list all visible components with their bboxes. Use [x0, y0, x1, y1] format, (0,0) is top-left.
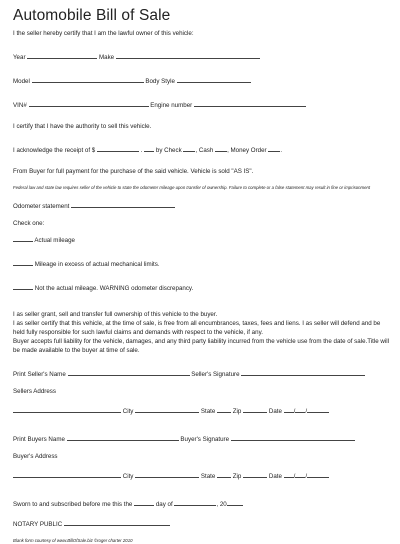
seller-name-field[interactable]: [68, 368, 190, 376]
buyer-state-field[interactable]: [217, 470, 231, 478]
buyer-signature-label: Buyer's Signature: [180, 435, 230, 443]
body-style-field[interactable]: [177, 75, 251, 83]
option-excess-label: Mileage in excess of actual mechanical limits.: [34, 260, 160, 268]
money-order-field[interactable]: [268, 144, 283, 154]
seller-date-day[interactable]: [295, 405, 308, 415]
notary-label: NOTARY PUBLIC: [13, 520, 63, 528]
year-label: Year: [13, 54, 26, 61]
make-field[interactable]: [116, 51, 260, 59]
sworn-day-of-label: day of: [155, 500, 173, 508]
authority-text: I certify that I have the authority to sell this vehicle.: [13, 123, 152, 130]
buyer-city-field[interactable]: [135, 470, 199, 478]
odometer-row: [13, 200, 390, 211]
vin-field[interactable]: [29, 99, 149, 107]
option-excess-field[interactable]: [13, 258, 33, 266]
buyer-address-row: [13, 470, 390, 481]
seller-street-field[interactable]: [13, 405, 121, 413]
option-not-actual-label: Not the actual mileage. WARNING odometer discrepancy.: [34, 284, 194, 292]
by-check-label: by Check: [155, 147, 182, 154]
cash-field[interactable]: [215, 144, 227, 152]
receipt-row: I acknowledge the receipt of $ . by Check , Cash , Money Order .: [13, 144, 390, 155]
buyer-zip-field[interactable]: [243, 470, 267, 478]
seller-signature-label: Seller's Signature: [191, 370, 240, 378]
seller-zip-label: Zip: [232, 407, 242, 415]
model-field[interactable]: [32, 75, 144, 83]
seller-date-slash-1: /: [293, 407, 296, 415]
option-actual-field[interactable]: [13, 234, 33, 242]
odometer-label: Odometer statement: [13, 202, 70, 210]
engine-number-field[interactable]: [194, 99, 306, 107]
sworn-year-prefix: , 20: [216, 500, 227, 508]
sworn-row: [13, 498, 390, 509]
engine-number-label: Engine number: [150, 102, 193, 109]
seller-state-label: State: [200, 407, 216, 415]
money-order-label: Money Order: [230, 147, 267, 154]
intro-text: I the seller hereby certify that I am the lawful owner of this vehicle:: [13, 30, 194, 37]
from-buyer-text: From Buyer for full payment for the purchase of the said vehicle. Vehicle is sold "AS IS".: [13, 168, 254, 175]
check-one-label: Check one:: [13, 219, 45, 227]
footer-credit: Blank form courtesy of www.BillOfSale.biz ©roger charter 2010: [13, 537, 133, 543]
print-seller-name-label: Print Seller's Name: [13, 370, 66, 378]
seller-signature-field[interactable]: [241, 368, 365, 376]
check-field[interactable]: [183, 144, 195, 152]
buyer-date-label: Date: [268, 472, 282, 480]
buyer-date-year[interactable]: [307, 470, 329, 478]
buyer-date-slash-1: /: [293, 472, 296, 480]
notary-field[interactable]: [64, 518, 170, 526]
print-buyer-name-label: Print Buyers Name: [13, 435, 65, 443]
buyer-date-slash-2: /: [305, 472, 308, 480]
buyer-street-field[interactable]: [13, 470, 121, 478]
seller-state-field[interactable]: [217, 405, 231, 413]
option-actual-row: [13, 234, 390, 245]
buyer-name-signature-row: [13, 433, 390, 444]
receipt-prefix: I acknowledge the receipt of $: [13, 147, 96, 154]
option-not-actual-field[interactable]: [13, 282, 33, 290]
cash-label: Cash: [198, 147, 214, 154]
model-body-row: [13, 75, 390, 86]
federal-law-note: Federal law and state law requires seller of the vehicle to state the odometer mileage upon transfer of ownership. Failure to complete or a false statement may result in fine or imprisonment: [13, 185, 371, 190]
buyers-address-label: Buyer's Address: [13, 452, 58, 460]
receipt-dollars-field[interactable]: [97, 144, 139, 152]
sworn-day-field[interactable]: [134, 498, 154, 506]
sworn-prefix: Sworn to and subscribed before me this the: [13, 500, 133, 508]
buyer-date-day[interactable]: [295, 470, 308, 480]
make-label: Make: [98, 54, 115, 61]
seller-zip-field[interactable]: [243, 405, 267, 413]
buyer-state-label: State: [200, 472, 216, 480]
seller-date-year[interactable]: [307, 405, 329, 413]
seller-date-label: Date: [268, 407, 282, 415]
notary-row: [13, 518, 390, 529]
seller-city-label: City: [122, 407, 134, 415]
buyer-date-month[interactable]: [284, 470, 294, 478]
buyer-name-field[interactable]: [67, 433, 179, 441]
sworn-month-field[interactable]: [174, 498, 216, 506]
buyer-zip-label: Zip: [232, 472, 242, 480]
model-label: Model: [13, 78, 30, 85]
receipt-dot: .: [140, 147, 143, 154]
option-actual-label: Actual mileage: [34, 236, 75, 244]
seller-city-field[interactable]: [135, 405, 199, 413]
odometer-field[interactable]: [71, 200, 175, 208]
seller-name-signature-row: [13, 368, 390, 379]
option-not-actual-row: [13, 282, 390, 293]
sworn-year-field[interactable]: [227, 498, 243, 506]
vin-label: VIN#: [13, 102, 27, 109]
seller-date-slash-2: /: [305, 407, 308, 415]
buyer-city-label: City: [122, 472, 134, 480]
buyer-liability-paragraph: Buyer accepts full liability for the vehicle, damages, and any third party liability incurred from the vehicle use from the date of sale.Title will be made available to the buyer at time of sale.: [13, 337, 390, 354]
seller-date-month[interactable]: [284, 405, 294, 413]
page-title: Automobile Bill of Sale: [13, 7, 171, 24]
receipt-end: .: [280, 147, 283, 154]
vin-engine-row: [13, 99, 390, 110]
seller-address-row: [13, 405, 390, 416]
sellers-address-label: Sellers Address: [13, 387, 56, 395]
buyer-signature-field[interactable]: [231, 433, 355, 441]
receipt-cents-field[interactable]: [144, 144, 154, 152]
grant-paragraph: I as seller grant, sell and transfer full ownership of this vehicle to the buyer.: [13, 310, 218, 318]
certify-paragraph: I as seller certify that this vehicle, at the time of sale, is free from all encumbrances, taxes, fees and liens. I as seller will defend and be held fully responsible for such lawful claims and demands with respect to the vehicle, if any.: [13, 319, 381, 336]
year-make-row: [13, 51, 390, 62]
body-style-label: Body Style: [145, 78, 175, 85]
option-excess-row: [13, 258, 390, 269]
year-field[interactable]: [27, 51, 97, 59]
